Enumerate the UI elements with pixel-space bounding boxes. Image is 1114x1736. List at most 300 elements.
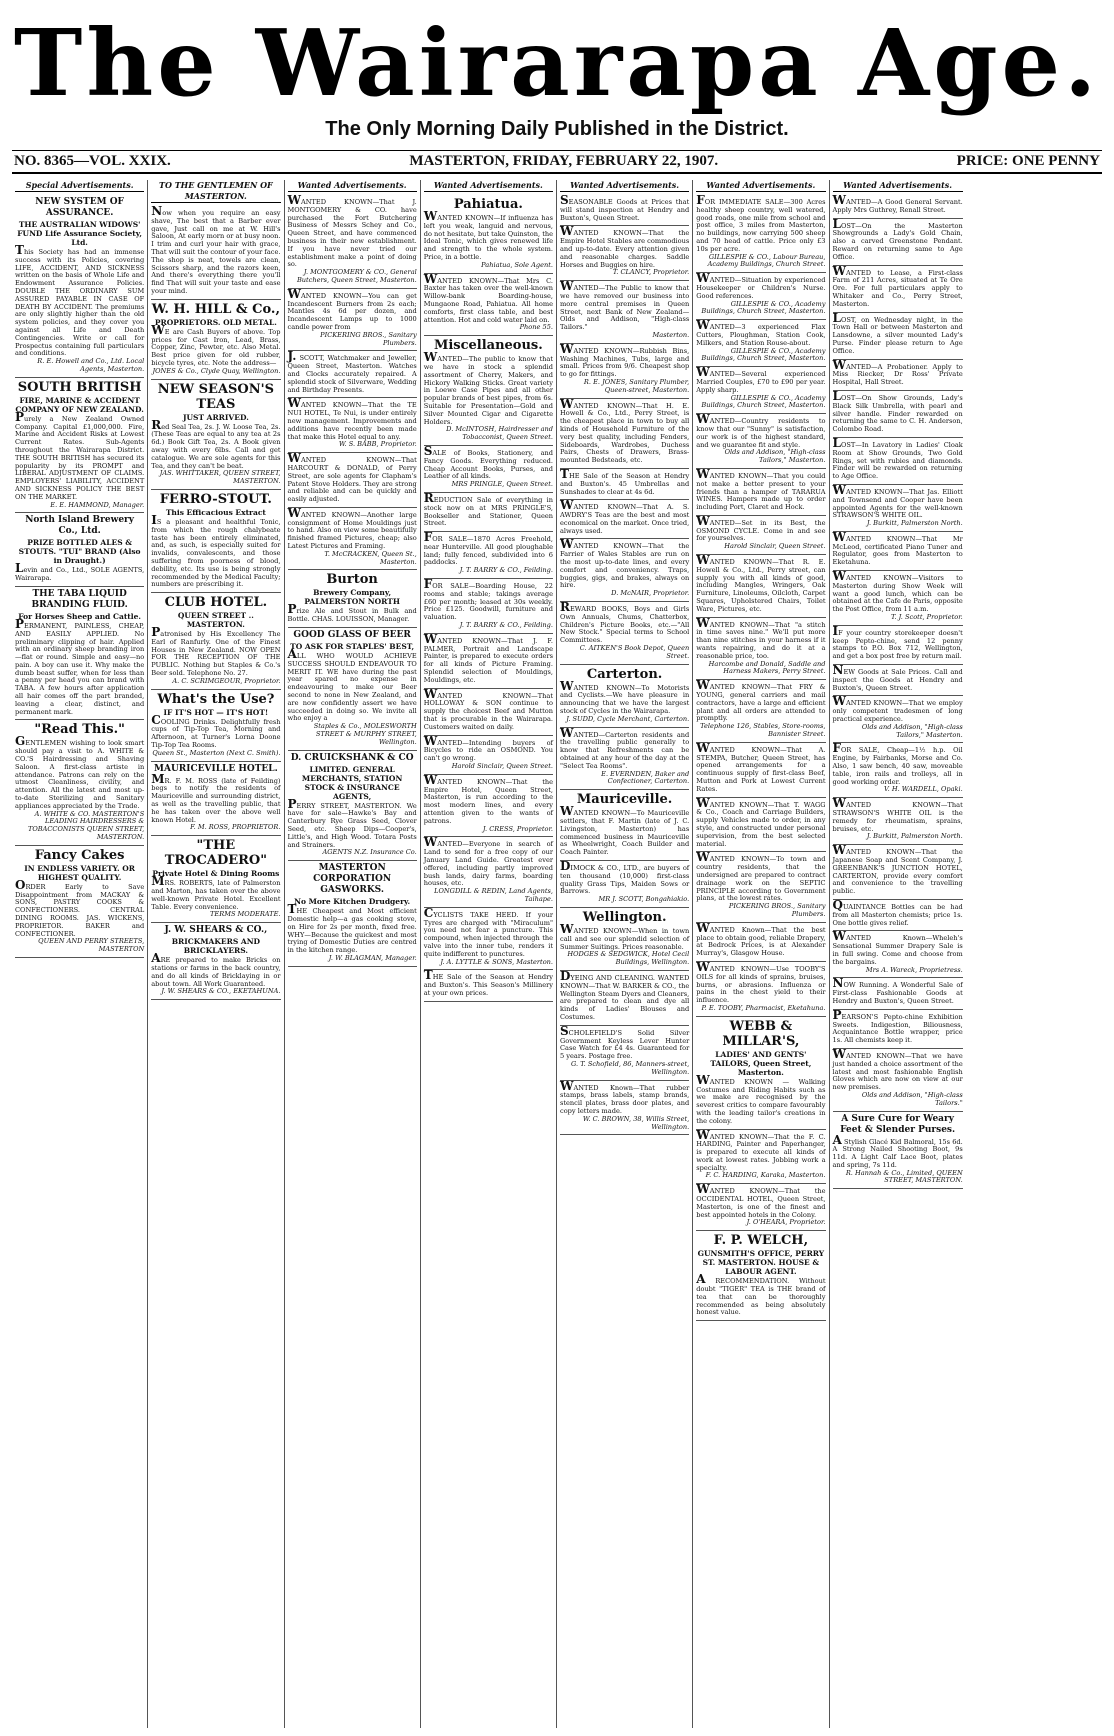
advertisement — [696, 414, 825, 469]
ad-headline: THE TABA LIQUID BRANDING FLUID. — [31, 588, 128, 610]
ad-body-text: LOST, on Wednesday night, in the Town Hall or between Masterton and Lansdowne, a silver mounted Lady's Purse. Finder please return to Age Office. — [832, 310, 963, 355]
ad-body-text: ARE prepared to make Bricks on stations or farms in the back country, and do all kinds of Bricklaying in or about town. All Work Guaranteed. — [151, 951, 281, 988]
advertisement — [423, 772, 553, 838]
ad-headline: Fancy Cakes — [34, 847, 125, 863]
ad-signature: T. CLANCY, Proprietor. — [612, 268, 690, 277]
ad-body-text: WANTED—Set in its Best, the OSMOND CYCLE. Come in and see for yourselves. — [696, 513, 826, 543]
advertisement — [560, 1023, 690, 1081]
ad-signature: W. S. BABB, Proprietor. — [338, 440, 417, 449]
ad-subheading: No More Kitchen Drudgery. — [294, 897, 411, 907]
ad-signature: MRS PRINGLE, Queen Street. — [451, 480, 553, 489]
advertisement — [832, 357, 963, 391]
ad-signature: E. EVERNDEN, Baker and Confectioner, Carterton. — [601, 769, 690, 786]
ad-signature: Masterton. — [652, 330, 690, 339]
ad-body-text: WANTED KNOWN—To Motorists and Cyclists.—We have pleasure in announcing that we have the largest stock of Cycles in the Wairarapa. — [560, 678, 690, 716]
ad-subheading: LIMITED. GENERAL MERCHANTS, STATION STOCK & INSURANCE AGENTS, — [301, 764, 403, 801]
advertisement — [696, 852, 825, 922]
advertisement — [560, 539, 689, 602]
ad-body-text: PERMANENT, PAINLESS, CHEAP, AND EASILY APPLIED. No preliminary clipping of hair. Applied with an ordinary sheep branding iron—flat or round. Simple and easy—no pain. A boy can use it. Why make the dumb beast suffer, when for less than a penny per head you can brand with TABA. A few hours after application all hair comes off the part branded, leaving a clear, distinct, and permanent mark. — [15, 616, 145, 716]
ad-signature: A. WHITE & CO. MASTERTON'S LEADING HAIRDRESSERS & TOBACCONISTS QUEEN STREET, MASTERTON. — [27, 809, 145, 842]
ad-body-text: WANTED—The public to know that we have in stock a splendid assortment of Cherry, Makers, and Hickory Walking Sticks. Great variety in Loewe Case Pipes and all other popular brands of best pipes, from 6s. Suitable for Presentation—Gold and Silver Mounted Cigar and Cigarette Holders. — [423, 350, 553, 426]
dateline-bar — [12, 150, 1102, 174]
ad-body-text: REDUCTION Sale of everything in stock now on at MRS PRINGLE'S, Bookseller and Stationer, Queen Street. — [423, 490, 553, 528]
advertisement — [288, 398, 417, 453]
advertisement — [15, 378, 144, 514]
ad-subheading: IF IT'S HOT — IT'S HOT! — [163, 707, 269, 717]
ad-signature: J. T. BARRY & CO., Feilding. — [459, 621, 553, 630]
ad-body-text: WANTED KNOWN—That HOLLOWAY & SON continue to supply the choicest Beef and Mutton that is procurable in the Wairarapa. Customers waited on daily. — [423, 686, 553, 731]
advertisement — [832, 388, 963, 438]
advertisement — [15, 513, 144, 587]
ad-body-text: ALL WHO WOULD ACHIEVE SUCCESS SHOULD ENDEAVOUR TO MERIT IT. WE have during the past year spared no expense in endeavouring to make our Beer second to none in New Zealand, and are now confidently assert we have succeeded in doing so. We invite all who enjoy a — [287, 647, 417, 723]
advertisement — [151, 690, 280, 762]
ad-body-text: Prize Ale and Stout in Bulk and Bottle. CHAS. LOUISSON, Manager. — [287, 602, 417, 624]
ad-signature: MR J. SCOTT, Bongahiakio. — [598, 895, 690, 904]
advertisement — [423, 905, 553, 971]
ad-signature: AGENTS N.Z. Insurance Co. — [322, 848, 417, 857]
advertisement — [833, 195, 963, 219]
advertisement — [15, 587, 144, 721]
ad-body-text: WANTED KNOWN—That A. S. AWDRY'S Teas are the best and most economical on the market. Once tried, always used. — [560, 498, 690, 535]
advertisement — [288, 351, 417, 398]
ad-subheading: PRIZE BOTTLED ALES & STOUTS. "TUI" BRAND (Also in Draught.) — [18, 538, 141, 566]
advertisement — [288, 570, 417, 628]
ad-subheading: BRICKMAKERS AND BRICKLAYERS. — [171, 937, 261, 956]
advertisement — [696, 555, 825, 618]
ad-body-text: WANTED KNOWN—Visitors to Masterton during Show Week will want a good lunch, which can be obtained at the Cafe de Paris, opposite the Post Office, from 11 a.m. — [832, 569, 963, 614]
advertisement — [696, 367, 825, 414]
ad-body-text: WANTED—The Public to know that we have removed our business into more central premises in Queen Street, next Bank of New Zealand—Olds and Addison, "High-class Tailors." — [560, 279, 690, 332]
ad-body-text: WANTED KNOWN—To town and country residents, that the undersigned are prepared to contract drainage work on the SEPTIC PRINCIPLE according to Government plans, at the lowest rates. — [696, 850, 826, 903]
advertisement — [833, 931, 963, 978]
advertisement — [151, 490, 280, 593]
ad-signature: C. AITKEN'S Book Depot, Queen Street. — [579, 644, 690, 660]
advertisement — [833, 978, 963, 1009]
ad-signature: V. H. WARDELL, Opaki. — [884, 785, 963, 794]
ad-headline: D. CRUICKSHANK & CO — [290, 752, 414, 763]
advertisement — [560, 858, 690, 908]
ad-body-text: WANTED Known—Wheleh's Sensational Summer Drapery Sale is in full swing. Come and choose from the bargains. — [832, 929, 963, 966]
ad-subheading: GUNSMITH'S OFFICE, PERRY ST. MASTERTON. HOUSE & LABOUR AGENT. — [697, 1249, 825, 1277]
ad-signature: GILLESPIE & CO., Academy Buildings, Church Street, Masterton. — [701, 346, 826, 363]
ad-body-text: WANTED KNOWN—Another large consignment of Home Mouldings just to hand. Also on view some beautifully finished framed Pictures, cheap; also Latest Pictures and Framing. — [287, 505, 417, 551]
advertisement — [560, 500, 689, 539]
ad-subheading: This Efficacious Extract — [165, 507, 266, 517]
ad-signature: J. SUDD, Cycle Merchant, Carterton. — [566, 714, 690, 723]
ad-signature: Queen St., Masterton (Next C. Smith). — [152, 748, 281, 757]
ad-headline: NEW SYSTEM OF ASSURANCE. — [35, 197, 124, 218]
ad-signature: T. J. Scott, Proprietor. — [891, 613, 963, 622]
ad-body-text: WANTED KNOWN—To Mauriceville settlers, that F. Martin (late of J. C. Livingston, Masterton) has commenced business in Mauriceville as Wheelwright, Coach Builder and Coach Painter. — [560, 804, 690, 857]
ad-body-text: WANTED KNOWN—That the Empire Hotel, Queen Street, Masterton, is run according to the most modern lines, and every attention given to the wants of patrons. — [423, 772, 553, 825]
ad-headline: WEBB & MILLAR'S, — [722, 1018, 800, 1049]
ad-body-text: WANTED KNOWN — Walking Costumes and Riding Habits such as we make are recognised by the severest critics to compare favourably with the leading tailor's creations in the colony. — [696, 1072, 826, 1125]
ad-subheading: TO ASK FOR STAPLES' BEST, — [290, 642, 415, 652]
advertisement — [696, 1127, 826, 1185]
ad-headline: What's the Use? — [157, 691, 275, 707]
ad-subheading: JUST ARRIVED. — [182, 412, 249, 422]
advertisement — [151, 300, 280, 380]
ad-body-text: WANTED KNOWN—That J. MONTGOMERY & CO. have purchased the Fort Butchering Business of Messrs Schey and Co., Queen Street, and have commenced business in their new establishment. If you have never tried our establishment make a point of doing so. — [287, 193, 417, 269]
column-6 — [693, 180, 829, 1728]
ad-body-text: WANTED KNOWN—That FRY & YOUNG, general carriers and mail contractors, have a large and efficient plant and all orders are attended to promptly. — [696, 678, 826, 723]
advertisement — [287, 286, 417, 352]
advertisement — [696, 920, 826, 962]
advertisement — [696, 1184, 825, 1231]
advertisement — [151, 593, 280, 690]
ad-body-text: ORDER Early to Save Disappointment from MACKAY & SONS, PASTRY COOKS & CONFECTIONERS. CENTRAL DINING ROOMS. JAS. WICKENS, PROPRIETOR. BAKER and CONFECTIONER. — [15, 877, 145, 938]
ad-signature: P. E. TOOBY, Pharmacist, Eketahuna. — [701, 1003, 826, 1012]
ad-body-text: LOST—On Show Grounds, Lady's Black Silk Umbrella, with pearl and silver handle. Finder rewarded on returning the same to C. H. Anderson, Colombo Road. — [832, 388, 963, 434]
advertisement — [15, 195, 144, 378]
advertisement — [696, 466, 826, 516]
advertisement — [560, 790, 689, 861]
advertisement — [151, 923, 280, 1000]
advertisement — [560, 341, 690, 399]
advertisement — [696, 680, 825, 743]
column-heading: Wanted Advertisements. — [833, 180, 963, 192]
advertisement — [424, 336, 553, 446]
ad-signature: LONGDILL & REDIN, Land Agents, Taihape. — [434, 887, 553, 903]
ad-signature: J. MONTGOMERY & CO., General Butchers, Queen Street, Masterton. — [296, 268, 417, 284]
ad-body-text: SCHOLEFIELD'S Solid Silver Government Keyless Lever Hunter Case Watch for £4 4s. Guaranteed for 5 years. Postage free. — [560, 1023, 690, 1061]
ad-signature: F. C. HARDING, Karaka, Masterton. — [705, 1171, 826, 1180]
ad-body-text: WANTED KNOWN—That the OCCIDENTAL HOTEL, Queen Street, Masterton, is one of the finest and best appointed hotels in the Colony. — [696, 1182, 826, 1219]
masthead-subtitle: The Only Morning Daily Published in the District. — [325, 118, 789, 140]
advertisement — [832, 529, 963, 571]
ad-body-text: THE Sale of the Season at Hendry and Buxton's. This Season's Millinery at your own prices. — [423, 968, 553, 997]
ad-subheading: THE AUSTRALIAN WIDOWS' FUND Life Assurance Society, Ltd. — [17, 220, 143, 247]
ad-body-text: WANTED—Country residents to know that our "Sunny" is satisfaction, our work is of the highest standard, and we guarantee fit and style. — [696, 412, 826, 449]
ad-signature: Staples & Co., MOLESWORTH STREET & MURPHY STREET, Wellington. — [313, 722, 417, 746]
ad-body-text: WANTED KNOWN—That Jas. Elliott and Townsend and Cooper have been appointed Agents for the well-known STRAWSON'S WHITE OIL. — [832, 482, 963, 520]
advertisement — [288, 195, 417, 289]
column-7 — [830, 180, 966, 1728]
ad-body-text: WANTED—Several experienced Married Couples, £70 to £90 per year. Apply sharp. — [696, 365, 826, 394]
ad-signature: J. CRESS, Proprietor. — [482, 824, 553, 833]
column-5 — [557, 180, 693, 1728]
ad-signature: Olds and Addison, "High-class Tailors." — [861, 1090, 963, 1107]
advertisement — [560, 226, 689, 281]
ad-signature: Harold Sinclair, Queen Street. — [724, 542, 826, 551]
ad-headline: FERRO-STOUT. — [159, 491, 272, 507]
advertisement — [151, 206, 280, 300]
advertisement — [832, 623, 963, 665]
ad-signature: E. E. HAMMOND, Manager. — [50, 500, 145, 509]
ad-headline: GOOD GLASS OF BEER — [293, 630, 411, 641]
ad-signature: Olds and Addison, "High-class Tailors," Masterton. — [861, 722, 963, 739]
newspaper-columns — [12, 180, 1102, 1728]
ad-body-text: WANTED KNOWN—If influenza has left you weak, languid and nervous, do not hesitate, but take Quinston, the Ideal Tonic, which gives renewed life and strength to the whole system. Price, in a bottle. — [423, 209, 554, 261]
ad-body-text: THE Cheapest and Most efficient Domestic help—a gas cooking stove, on Hire for 2s per month, fixed free. WHY—Because the quickest and most trying of Domestic Duties are centred in the kitchen range. — [287, 902, 417, 955]
ad-headline: CLUB HOTEL. — [164, 595, 268, 611]
column-heading: TO THE GENTLEMEN OF MASTERTON. — [151, 180, 280, 203]
ad-body-text: LOST—In Lavatory in Ladies' Cloak Room at Show Grounds, Two Gold Rings, set with rubies and diamonds. Finder will be rewarded on returning to Age Office. — [832, 435, 963, 481]
ad-body-text: WANTED to Lease, a First-class Farm of 211 Acres, situated at Te Ore Ore. For full particulars apply to Whitaker and Co., Perry Street, Masterton. — [832, 263, 963, 308]
advertisement — [696, 1231, 825, 1321]
ad-signature: PICKERING BROS., Sanitary Plumbers. — [320, 330, 417, 347]
ad-body-text: NOW Running. A Wonderful Sale of First-class Fashionable Goods at Hendry and Buxton's, Queen Street. — [832, 976, 963, 1005]
ad-body-text: Purely a New Zealand Owned Company. Capital £1,000,000. Fire, Marine and Accident Risks at Lowest Current Rates. Sub-Agents throughout the Wairarapa District. THE SOUTH BRITISH has secured its popularity by its PROMPT and LIBERAL ADJUSTMENT OF CLAIMS. EMPLOYERS' LIABILITY, ACCIDENT AND SICKNESS POLICY THE BEST ON THE MARKET. — [15, 409, 145, 501]
ad-subheading: Brewery Company, PALMERSTON NORTH — [304, 588, 400, 607]
advertisement — [832, 216, 963, 266]
advertisement — [423, 443, 553, 493]
advertisement — [696, 320, 825, 367]
ad-body-text: WANTED KNOWN—Rubbish Bins, Washing Machines, Tubs, large and small. Prices from 9/6. Cheapest shop to go for fittings. — [560, 341, 690, 379]
advertisement — [560, 281, 689, 344]
ad-body-text: REWARD BOOKS, Boys and Girls Own Annuals, Chums, Chatterbox, Children's Picture Books, etc.—"All New Stock." Special terms to School Committees. — [560, 600, 690, 645]
advertisement — [15, 846, 144, 958]
ad-signature: J. W. BLAGMAN, Manager. — [328, 953, 417, 962]
advertisement — [151, 762, 280, 837]
advertisement — [696, 795, 826, 853]
advertisement — [560, 1078, 690, 1136]
ad-signature: HODGES & SEDGWICK, Hotel Cecil Buildings, Wellington. — [567, 950, 690, 967]
ad-body-text: WANTED KNOWN—That J. F. PALMER, Portrait and Landscape Painter, is prepared to execute orders for all kinds of Picture Framing. Splendid selection of Mouldings, Mouldings, etc. — [423, 631, 553, 684]
advertisement — [288, 861, 417, 967]
ad-signature: D. McINTOSH, Hairdresser and Tobacconist, Queen Street. — [446, 425, 553, 442]
ad-body-text: FOR SALE, Cheap—1½ h.p. Oil Engine, by Fairbanks, Morse and Co. Also, 1 saw bench, 40 saw, moveable table, iron rails and trolleys, all in good working order. — [832, 741, 963, 786]
ad-body-text: PERRY STREET, MASTERTON. We have for sale—Hawke's Bay and Canterbury Rye Grass Seed, Clover Seed, etc. Sheep Dips—Cooper's, Little's, and High Wood. Totara Posts and Strainers. — [287, 796, 417, 849]
ad-signature: D. McNAIR, Proprietor. — [611, 589, 690, 598]
ad-body-text: WANTED—A Probationer. Apply to Miss Riecker, Dr Ross' Private Hospital, Hall Street. — [832, 357, 963, 387]
advertisement — [696, 195, 825, 273]
advertisement — [833, 571, 963, 626]
advertisement — [560, 908, 689, 971]
ad-body-text: WANTED Known—That the best place to obtain good, reliable Drapery, at Bedrock Prices, is at Alexander Murray's, Glasgow House. — [696, 920, 826, 958]
ad-signature: JAS. WHITTAKER, QUEEN STREET, MASTERTON. — [159, 469, 281, 486]
ad-headline: Mauriceville. — [576, 792, 673, 808]
advertisement — [560, 725, 690, 791]
advertisement — [423, 490, 553, 532]
column-4 — [421, 180, 557, 1728]
ad-body-text: WANTED—Carterton residents and the travelling public generally to know that Refreshments can be obtained at any hour of the day at the "Select Tea Rooms". — [560, 725, 690, 770]
ad-signature: W. C. BROWN, 38, Willis Street, Wellington. — [582, 1114, 690, 1131]
ad-body-text: Red Seal Tea, 2s. J. W. Loose Tea, 2s. (These Teas are equal to any tea at 2s 6d.) Book Gift Tea, 2s. A Book given away with every 6lbs. Call and get catalogue. We are sole agents for this Tea, and they can't be beat. — [151, 417, 281, 470]
ad-body-text: COOLING Drinks. Delightfully fresh cups of Tip-Top Tea, Morning and Afternoon, at Turner's Lorna Doone Tip-Top Tea Rooms. — [151, 712, 281, 750]
ad-headline: SOUTH BRITISH — [17, 379, 142, 395]
advertisement — [696, 959, 826, 1017]
ad-body-text: DIMOCK & CO., LTD., are buyers of ten thousand (10,000) first-class quality Grass Tips, Maiden Sows or Barrows. — [560, 858, 690, 896]
advertisement — [696, 1017, 825, 1130]
column-3 — [285, 180, 421, 1728]
ad-subheading: QUEEN STREET .. MASTERTON. — [177, 611, 254, 630]
place-date: MASTERTON, FRIDAY, FEBRUARY 22, 1907. — [409, 153, 719, 169]
ad-signature: Harold Sinclair, Queen Street. — [451, 762, 553, 771]
ad-body-text: FOR IMMEDIATE SALE—300 Acres healthy sheep country, well watered, good roads, one mile from school and post office, 3 miles from Masterton, no buildings, now carrying 500 sheep and 70 head of cattle. Price only £3 10s per acre. — [696, 193, 826, 253]
ad-signature: A. C. SCRIMGEOUR, Proprietor. — [172, 676, 281, 685]
ad-signature: R. E. Howell and Co., Ltd. Local Agents, Masterton. — [37, 357, 145, 373]
advertisement — [15, 720, 144, 845]
ad-body-text: Levin and Co., Ltd., SOLE AGENTS, Wairarapa. — [15, 561, 145, 583]
advertisement — [832, 435, 963, 485]
ad-signature: J. T. BARRY & CO., Feilding. — [459, 566, 553, 575]
price: PRICE: ONE PENNY — [956, 153, 1100, 169]
ad-headline: NEW SEASON'S TEAS — [157, 381, 274, 412]
ad-body-text: WANTED KNOWN—That you could not make a better present to your friends than a hamper of TARARUA WINES. Hampers made up to order including Port, Claret and Hock. — [696, 466, 826, 512]
ad-body-text: MRS. ROBERTS, late of Palmerston and Marton, has taken over the above well-known Private Hotel. Excellent Table. Every convenience. — [151, 874, 281, 911]
ad-body-text: WANTED KNOWN—That HARCOURT & DONALD, of Perry Street, are sole agents for Clapham's Patent Stove Holders. They are strong and reliable and can be quickly and easily adjusted. — [287, 451, 417, 504]
ad-body-text: A RECOMMENDATION. Without doubt "TIGER" TEA is THE brand of tea that can be thoroughly recommended as being absolutely honest value. — [696, 1272, 826, 1317]
advertisement — [560, 195, 689, 226]
advertisement — [424, 837, 553, 907]
ad-signature: Olds and Addison, "High-class Tailors," Masterton. — [724, 448, 826, 465]
ad-body-text: WANTED—Situation by experienced Housekeeper or Children's Nurse. Good references. — [696, 271, 826, 300]
ad-body-text: SEASONABLE Goods at Prices that will stand inspection at Hendry and Buxton's, Queen Street. — [560, 193, 690, 222]
advertisement — [832, 1007, 963, 1049]
ad-body-text: WANTED KNOWN—That the F. C. HARDING, Painter and Paperhanger, is prepared to execute all kinds of work at lowest rates. Jobbing work a specialty. — [696, 1127, 826, 1172]
ad-body-text: WANTED Known—That rubber stamps, brass labels, stamp brands, stencil plates, brass door plates, and copy letters made. — [560, 1078, 690, 1115]
ad-body-text: WANTED KNOWN—That R. E. Howell & Co., Ltd., Perry street, can supply you with all kinds of good, including Mangles, Wringers, Oak Furniture, Linoleums, Oilcloth, Carpet Squares, Upholstered Chairs, Toilet Ware, Pictures, etc. — [696, 553, 826, 613]
ad-body-text: IS a pleasant and healthful Tonic, from which the rough chalybeate taste has been entirely eliminated, and, as such, is especially suited for invalids, convalescents, and those suffering from poorness of blood, debility, etc. Its use is being strongly recommended by the Medical Faculty; numbers are prescribing it. — [151, 512, 281, 589]
advertisement — [151, 380, 280, 490]
ad-body-text: WANTED KNOWN—When in town call and see our splendid selection of Summer Suitings. Prices reasonable. — [560, 921, 690, 951]
ad-signature: R. E. JONES, Sanitary Plumber, Queen-street, Masterton. — [583, 377, 690, 394]
masthead — [12, 8, 1102, 140]
column-heading: Wanted Advertisements. — [424, 180, 553, 192]
ad-body-text: GENTLEMEN wishing to look smart should pay a visit to A. WHITE & CO.'S Hairdressing and Shaving Saloon. A first-class artiste in attendance. Patrons can rely on the utmost Cleanliness, civility, and attention. All the latest and most up-to-date Sterilizing and Sanitary appliances appreciated by the Trade. — [15, 734, 145, 810]
advertisement — [560, 466, 690, 500]
advertisement — [833, 1112, 963, 1190]
ad-body-text: WANTED—Everyone in search of Land to send for a free copy of our January Land Guide. Greatest ever offered, including partly improved bush lands, dairy farms, boarding houses, etc. — [423, 835, 553, 888]
advertisement — [424, 195, 553, 274]
advertisement — [696, 615, 826, 681]
advertisement — [696, 513, 826, 555]
ad-headline: Burton — [326, 572, 378, 588]
ad-signature: PICKERING BROS., Sanitary Plumbers. — [728, 902, 826, 918]
advertisement — [423, 631, 553, 689]
ad-body-text: WANTED KNOWN—That STRAWSON'S WHITE OIL is the remedy for rheumatism, sprains, bruises, etc. — [832, 796, 963, 833]
ad-headline: F. P. WELCH, — [713, 1233, 809, 1249]
advertisement — [151, 836, 280, 923]
ad-subheading: LADIES' AND GENTS' TAILORS, Queen Street, Masterton. — [710, 1049, 812, 1077]
ad-body-text: WE are Cash Buyers of above. Top prices for Cast Iron, Lead, Brass, Copper, Zinc, Pewter, etc. Also Metal. Best price given for old rubber, bicycle tyres, etc. Note the address— — [151, 322, 281, 367]
advertisement — [696, 273, 825, 320]
ad-headline: W. H. HILL & Co., — [151, 301, 280, 317]
advertisement — [560, 396, 690, 469]
ad-body-text: WANTED KNOWN—That Mr McLeod, certificated Piano Tuner and Regulator, goes from Masterton to Eketahuna. — [832, 529, 963, 567]
ad-body-text: FOR SALE—1870 Acres Freehold, near Hunterville. All good ploughable land; fully fenced, subdivided into 6 paddocks. — [423, 530, 553, 567]
ad-body-text: WANTED KNOWN—That the Japanese Soap and Scent Company, J. GREENBANK'S JUNCTION HOTEL, CARTERTON, provide every comfort and convenience to the travelling public. — [832, 843, 963, 896]
ad-body-text: WANTED KNOWN—That H. E. Howell & Co., Ltd., Perry Street, is the cheapest place in town to buy all kinds of Household Furniture of the very best quality, including Fenders, Sideboards, Wardrobes, Duchess Pairs, Chests of Drawers, Brass-mounted Bedsteads, etc. — [560, 396, 690, 465]
advertisement — [833, 696, 963, 743]
column-heading: Wanted Advertisements. — [696, 180, 825, 192]
ad-body-text: IF your country storekeeper doesn't keep Pepto-chine, send 12 penny stamps to P.O. Box 712, Wellington, and get a box post free by return mail. — [832, 623, 963, 661]
ad-body-text: CYCLISTS TAKE HEED. If your Tyres are charged with "Miraculum" you need not fear a puncture. This compound, when injected through the valve into the inner tube, renders it quite indifferent to punctures. — [423, 905, 553, 958]
advertisement — [832, 263, 963, 313]
ad-signature: QUEEN AND PERRY STREETS, MASTERTON — [38, 937, 145, 954]
ad-signature: Phone 55. — [519, 323, 553, 332]
advertisement — [560, 602, 689, 665]
advertisement — [288, 453, 417, 508]
advertisement — [833, 743, 963, 798]
ad-body-text: WANTED KNOWN—That A. STEMPA, Butcher, Queen Street, has opened arrangements for a continuous supply of first-class Beef, Mutton and Pork at Lowest Current Rates. — [696, 740, 826, 793]
ad-headline: MASTERTON CORPORATION GASWORKS. — [313, 863, 392, 896]
ad-signature: J. W. SHEARS & CO., EKETAHUNA. — [161, 987, 281, 996]
ad-signature: G. T. Schofield, 86, Manners-street, Wellington. — [570, 1059, 690, 1076]
ad-body-text: WANTED KNOWN—You can get Incandescent Burners from 2s each; Mantles 4s 6d per dozen, and Incandescent Lamps up to 1000 candle power from — [287, 286, 417, 331]
advertisement — [832, 1046, 963, 1112]
ad-signature: J. Burkitt, Palmerston North. — [866, 519, 963, 528]
ad-headline: Wellington. — [582, 909, 667, 925]
ad-body-text: WANTED KNOWN—That Mrs C. Baxter has taken over the well-known Willow-bank Boarding-house, Mungaone Road, Pahiatua. All home comforts, first class table, and best attention. Hot and cold water laid on. — [423, 271, 553, 324]
ad-signature: JONES & Co., Clyde Quay, Wellington. — [152, 366, 281, 375]
advertisement — [288, 751, 417, 862]
ad-body-text: WANTED—Intending buyers of Bicycles to ride an OSMOND. You can't go wrong. — [423, 733, 553, 763]
ad-headline: Carterton. — [586, 666, 663, 682]
advertisement — [832, 897, 963, 931]
ad-body-text: WANTED KNOWN—That the TE NUI HOTEL, Te Nui, is under entirely new management. Improvements and additions have recently been made that make this Hotel equal to any. — [287, 396, 417, 441]
ad-body-text: Now when you require an easy shave, The best that a Barber ever gave, Just call on me at W. Hill's Saloon, At early morn or at busy noon. I trim and curl your hair with grace, That will suit the contour of your face. The shop is neat, towels are clean, Scissors sharp, and the razors keen, And there's everything there you'll find That will suit your taste and ease your mind. — [151, 204, 281, 295]
ad-body-text: WANTED—3 experienced Flax Cutters, Ploughman, Station Cook, Milkers, and Station Rouse-about. — [696, 318, 826, 347]
ad-signature: Pahiatua, Sole Agent. — [481, 260, 553, 269]
advertisement — [833, 665, 963, 696]
ad-body-text: DYEING AND CLEANING. WANTED KNOWN—That W. BARKER & CO., the Wellington Steam Dyers and Cleaners, are prepared to clean and dye all kinds of Ladies' Blouses and Costumes. — [560, 968, 690, 1021]
ad-signature: TERMS MODERATE. — [210, 910, 281, 919]
ad-body-text: PEARSON'S Pepto-chine Exhibition Sweets. Indigestion, Biliousness, Acquaintance Bottle wrapper, price 1s. All chemists keep it. — [832, 1007, 963, 1045]
advertisement — [833, 845, 963, 900]
ad-headline: Miscellaneous. — [433, 338, 543, 354]
ad-subheading: PROPRIETORS. OLD METAL. — [154, 317, 277, 327]
ad-body-text: Patronised by His Excellency The Earl of Ranfurly. One of the Finest Houses in New Zealand. NOW OPEN FOR THE RECEPTION OF THE PUBLIC. Nothing but Staples & Co.'s Beer sold. Telephone No. 27. — [151, 625, 281, 678]
advertisement — [423, 686, 553, 736]
ad-signature: J. A. LYTTLE & SONS, Masterton. — [440, 957, 553, 966]
ad-subheading: IN ENDLESS VARIETY. OR HIGHEST QUALITY. — [24, 863, 136, 882]
masthead-title: The Wairarapa Age. — [13, 9, 1101, 117]
advertisement — [287, 505, 417, 571]
advertisement — [832, 310, 963, 360]
ad-body-text: MR. F. M. ROSS (late of Feilding) begs to notify the residents of Mauriceville and surrounding district, as well as the travelling public, that he has taken over the above well known Hotel. — [151, 771, 281, 824]
advertisement — [424, 532, 553, 579]
ad-body-text: SALE of Books, Stationery, and Fancy Goods. Everything reduced. Cheap Account Books, Purses, and Leather of all kinds. — [423, 443, 553, 481]
advertisement — [423, 271, 553, 337]
ad-signature: GILLESPIE & CO., Academy Buildings, Church Street, Masterton. — [701, 393, 826, 410]
ad-body-text: WANTED KNOWN—That the Empire Hotel Stables are commodious and up-to-date. Every attention given and reasonable charges. Saddle Horses and Buggies on hire. — [560, 224, 690, 269]
ad-headline: "THE TROCADERO" — [164, 838, 268, 869]
column-heading: Wanted Advertisements. — [560, 180, 689, 192]
ad-signature: Mrs A. Wareck, Proprietress. — [865, 965, 963, 974]
advertisement — [560, 665, 689, 728]
ad-signature: F. M. ROSS, PROPRIETOR. — [190, 823, 281, 832]
ad-signature: GILLESPIE & CO., Academy Buildings, Church Street, Masterton. — [701, 299, 826, 316]
ad-signature: Harcombe and Donald, Saddle and Harness Makers, Perry Street. — [708, 659, 826, 676]
ad-headline: J. W. SHEARS & CO., — [164, 925, 268, 936]
ad-body-text: THE Sale of the Season at Hendry and Buxton's. 45 Umbrellas and Sunshades to clear at 4s 6d. — [560, 466, 690, 496]
ad-headline: Pahiatua. — [453, 197, 523, 212]
ad-body-text: This Society has had an immense success with its Policies, covering LIFE, ACCIDENT, AND SICKNESS written on the basis of Whole Life and Endowment Assurance Policies. DOUBLE THE ORDINARY SUM ASSURED PAYABLE IN CASE OF DEATH BY ACCIDENT. The premiums are only slightly higher than the old system policies, and they cover you against all Life and Death Contingencies. Write or call for Prospectus containing full particulars and conditions. — [15, 243, 145, 358]
advertisement — [424, 970, 553, 1001]
advertisement — [696, 740, 826, 798]
column-1 — [12, 180, 148, 1728]
ad-body-text: QUAINTANCE Bottles can be had from all Masterton chemists; price 1s. One bottle gives relief. — [832, 897, 963, 927]
ad-body-text: WANTED KNOWN—Use TOOBY'S OILS for all kinds of sprains, bruises, burns, or abrasions. Influenza or pains in the chest yield to their influence. — [696, 959, 826, 1005]
ad-body-text: A Stylish Glacé Kid Balmoral, 15s 6d. A Strong Nailed Shooting Boot, 9s 11d. A Light Calf Lace Boot, plates and spring, 7s 11d. — [832, 1132, 963, 1169]
ad-subheading: Private Hotel & Dining Rooms — [152, 869, 280, 879]
column-heading: Wanted Advertisements. — [288, 180, 417, 192]
advertisement — [288, 628, 417, 751]
ad-signature: T. McCRACKEN, Queen St., Masterton. — [324, 549, 417, 566]
ad-body-text: FOR SALE—Boarding House, 22 rooms and stable; takings average £60 per month; leased at 30s weekly. Price £125. Goodwill, furniture and valuation. — [423, 577, 553, 622]
ad-signature: J. Burkitt, Palmerston North. — [866, 832, 963, 841]
ad-headline: North Island Brewery Co., Ltd. — [25, 515, 135, 537]
ad-headline: A Sure Cure for Weary Feet & Slender Purses. — [840, 1113, 956, 1135]
ad-body-text: WANTED KNOWN—That T. WAGG & Co., Coach and Carriage Builders, supply Vehicles made to order, in any style, and constructed under personal supervision, from the best selected material. — [696, 795, 826, 848]
issue-number: NO. 8365—VOL. XXIX. — [14, 153, 171, 169]
ad-subheading: For Horses Sheep and Cattle. — [18, 611, 142, 621]
ad-signature: GILLESPIE & CO., Labour Bureau, Academy Buildings, Church Street. — [707, 252, 826, 269]
column-heading: Special Advertisements. — [15, 180, 144, 192]
ad-body-text: NEW Goods at Sale Prices. Call and inspect the Goods at Hendry and Buxton's, Queen Street. — [832, 663, 963, 692]
